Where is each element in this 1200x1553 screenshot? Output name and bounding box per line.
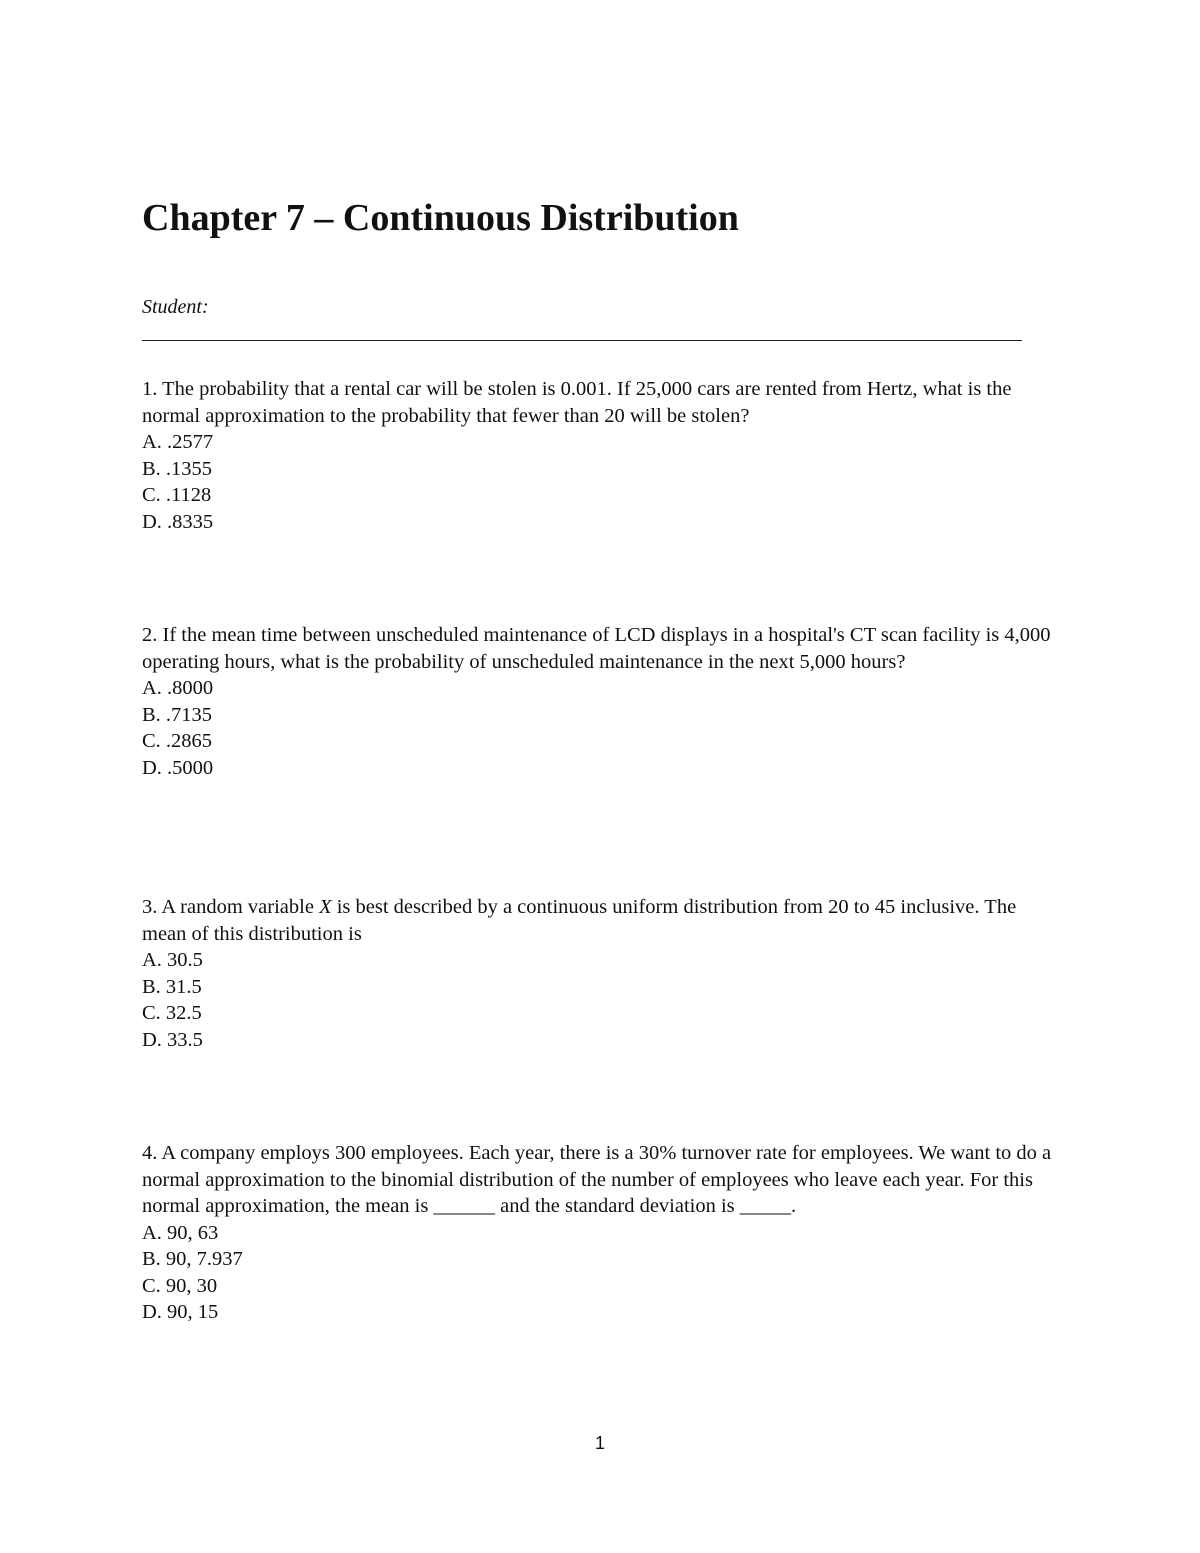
option-a: A. 30.5	[142, 949, 203, 971]
question-4	[142, 1140, 1057, 1326]
page-title: Chapter 7 – Continuous Distribution	[142, 197, 739, 239]
question-number: 2.	[142, 624, 158, 646]
option-c: C. 32.5	[142, 1002, 202, 1024]
option-a: A. .2577	[142, 431, 214, 453]
option-b: B. .1355	[142, 457, 213, 480]
student-label: Student:	[142, 296, 209, 318]
option-c: C. 90, 30	[142, 1274, 218, 1297]
variable-x: X	[319, 896, 332, 918]
option-d: D. 33.5	[142, 1028, 203, 1051]
option-c: C. .2865	[142, 730, 213, 752]
option-d: D. .8335	[142, 510, 214, 533]
option-a: A. .8000	[142, 677, 214, 699]
question-4-text	[142, 1140, 1057, 1220]
question-1-text	[142, 376, 1057, 429]
option-b: B. 90, 7.937	[142, 1248, 243, 1270]
student-name-line	[142, 340, 1022, 341]
question-body: The probability that a rental car will be stolen is 0.001. If 25,000 cars are rented from Hertz, what is the normal approximation to the probability that fewer than 20 will be stolen?	[142, 378, 1012, 427]
question-2-text	[142, 622, 1057, 675]
page-number: 1	[594, 1433, 605, 1453]
question-body-start: A random variable	[161, 896, 314, 918]
option-d: D. .5000	[142, 756, 214, 779]
option-a: A. 90, 63	[142, 1221, 219, 1244]
option-b: B. 31.5	[142, 975, 202, 998]
option-d: D. 90, 15	[142, 1301, 219, 1323]
question-number: 3.	[142, 896, 158, 918]
option-c: C. .1128	[142, 484, 212, 506]
question-body: If the mean time between unscheduled maintenance of LCD displays in a hospital's CT scan facility is 4,000 operating hours, what is the probability of unscheduled maintenance in the next 5,000 hours?	[142, 624, 1051, 673]
question-body: A company employs 300 employees. Each year, there is a 30% turnover rate for employees. We want to do a normal approximation to the binomial distribution of the number of employees who leave each year. For this normal approximation, the mean is ______ and the standard deviation is _____.	[142, 1142, 1052, 1217]
question-1	[142, 376, 1057, 535]
question-2	[142, 622, 1057, 781]
question-3	[142, 894, 1057, 1053]
question-body-end: is best described by a continuous uniform distribution from 20 to 45 inclusive. The mean of this distribution is	[142, 896, 1017, 945]
option-b: B. .7135	[142, 703, 213, 726]
question-number: 1.	[142, 378, 158, 400]
question-number: 4.	[142, 1142, 158, 1164]
question-3-text	[142, 894, 1057, 947]
